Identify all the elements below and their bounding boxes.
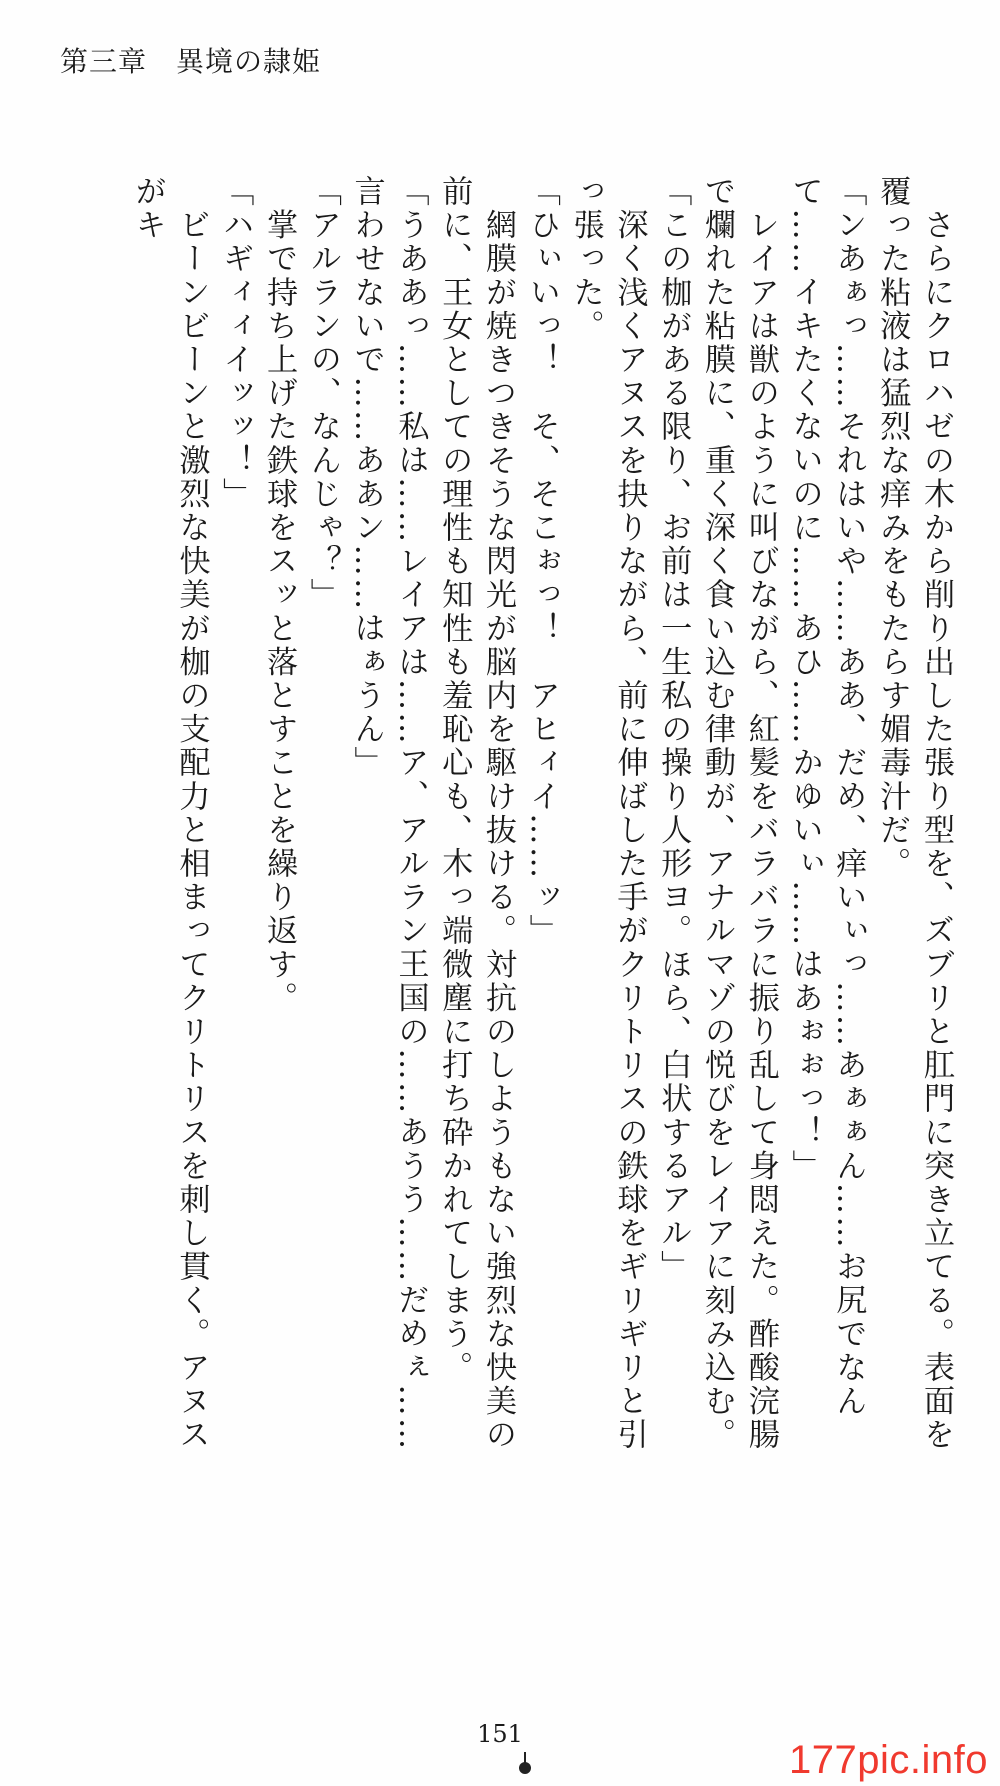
watermark: 177pic.info: [789, 1738, 988, 1782]
paragraph: 網膜が焼きつきそうな閃光が脳内を駆け抜ける。対抗のしようもない強烈な快美の前に、王女としての理性も知性も羞恥心も、木っ端微塵に打ち砕かれてしまう。: [436, 175, 517, 1452]
running-head: 第三章 異境の隷姫: [60, 45, 322, 78]
paragraph: 「ハギィィイッッ！」: [217, 175, 254, 511]
paragraph: さらにクロハゼの木から削り出した張り型を、ズブリと肛門に突き立てる。表面を覆った粘液は猛烈な痒みをもたらす媚毒汁だ。: [874, 175, 954, 1452]
folio-dot-mark: [519, 1762, 531, 1774]
paragraph: 深く浅くアヌスを抉りながら、前に伸ばした手がクリトリスの鉄球をギリギリと引っ張った。: [567, 175, 648, 1452]
paragraph: 掌で持ち上げた鉄球をスッと落とすことを繰り返す。: [261, 175, 298, 1015]
paragraph: 「ンあぁっ……それはいや……ああ、だめ、痒いぃっ……あぁぁん……お尻でなんて……イキたくないのに……あひ……かゆいぃ……はあぉぉっ！」: [786, 175, 867, 1419]
paragraph: 「アルランの、なんじゃ？」: [304, 175, 341, 612]
paragraph: ビーンビーンと激烈な快美が枷の支配力と相まってクリトリスを刺し貫く。アヌスがキ: [129, 175, 210, 1452]
paragraph: 「ひぃいっ！ そ、そこぉっ！ アヒィイ……ッ」: [523, 175, 560, 948]
paragraph: レイアは獣のように叫びながら、紅髪をバラバラに振り乱して身悶えた。酢酸浣腸で爛れた粘膜に、重く深く食い込む律動が、アナルマゾの悦びをレイアに刻み込む。: [699, 175, 779, 1452]
page-number: 151: [477, 1720, 523, 1748]
paragraph: 「うああっ……私は……レイアは……ア、アルラン王国の……あうう……だめぇ……言わせないで……ああン……はぁうん」: [348, 175, 429, 1452]
vertical-text-block: [62, 175, 957, 1475]
paragraph: 「この枷がある限り、お前は一生私の操り人形ヨ。ほら、白状するアル」: [655, 175, 692, 1284]
